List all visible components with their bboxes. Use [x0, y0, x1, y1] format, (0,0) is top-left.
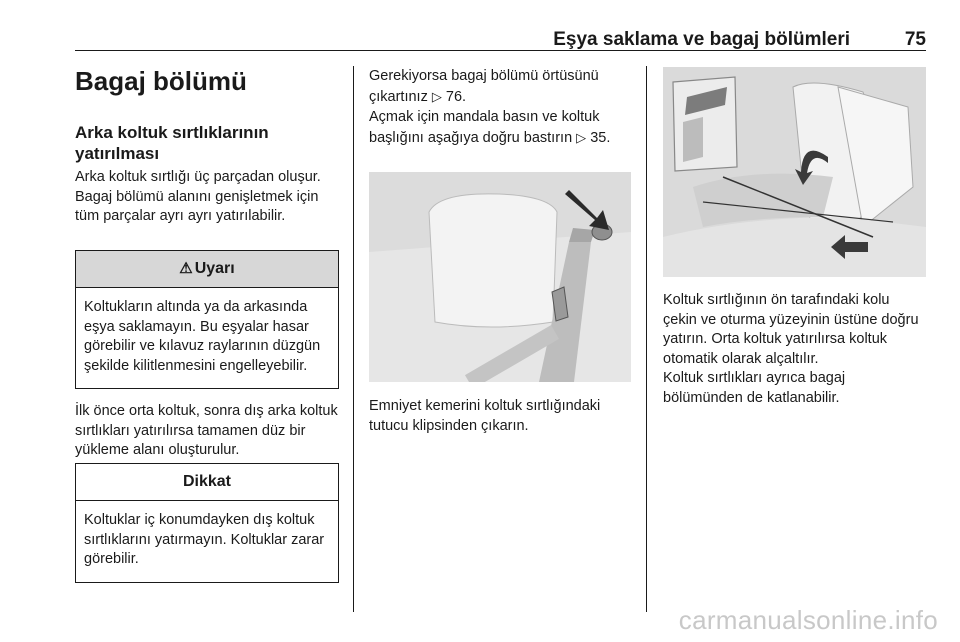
page-reference-icon: ▷	[431, 88, 442, 104]
subsection-title: Arka koltuk sırtlıklarının yatırılması	[75, 123, 269, 163]
seatback-fold-figure	[663, 67, 926, 277]
headrest-belt-figure	[369, 172, 631, 382]
seatback-fold-illustration	[663, 67, 926, 277]
column-divider-left	[353, 66, 354, 612]
watermark: carmanualsonline.info	[678, 605, 938, 635]
page-number: 75	[904, 29, 926, 50]
column-divider-right	[646, 66, 647, 612]
chapter-title: Eşya saklama ve bagaj bölümleri	[553, 29, 850, 50]
intro-paragraph: Arka koltuk sırtlığı üç parçadan oluşur. Bagaj bölümü alanını genişletmek için tüm parçalar ayrı ayrı yatırılabilir.	[75, 169, 321, 224]
lever-paragraph: Koltuk sırtlığının ön tarafındaki kolu çekin ve oturma yüzeyinin üstüne doğru yatırın. Orta koltuk yatırılırsa koltuk otomatik olarak alçaltılır.	[663, 292, 919, 367]
headrest-belt-illustration	[369, 172, 631, 382]
headrest-ref: 35.	[590, 129, 611, 146]
warning-box	[75, 250, 339, 389]
page-reference-icon: ▷	[576, 129, 587, 145]
cover-removal-paragraph	[369, 67, 631, 107]
cover-removal-text: Gerekiyorsa bagaj bölümü örtüsünü çıkartınız	[369, 68, 599, 105]
headrest-paragraph	[369, 108, 631, 148]
section-title: Bagaj bölümü	[75, 66, 247, 96]
trunk-fold-paragraph: Koltuk sırtlıkları ayrıca bagaj bölümünden de katlanabilir.	[663, 370, 846, 406]
warning-label: Uyarı	[194, 260, 235, 277]
cover-removal-ref: 76.	[445, 88, 467, 105]
page-header	[75, 28, 926, 51]
headrest-text: Açmak için mandala basın ve koltuk başlığını aşağıya doğru bastırın	[369, 109, 600, 146]
flat-load-paragraph: İlk önce orta koltuk, sonra dış arka koltuk sırtlıkları yatırılırsa tamamen düz bir yükleme alanı oluşturulur.	[75, 403, 338, 458]
caution-text: Koltuklar iç konumdayken dış koltuk sırtlıklarını yatırmayın. Koltuklar zarar görebilir.	[84, 512, 325, 567]
caution-box-header: Dikkat	[76, 464, 338, 501]
belt-clip-caption: Emniyet kemerini koltuk sırtlığındaki tutucu klipsinden çıkarın.	[369, 398, 601, 434]
warning-triangle-icon: ⚠	[179, 260, 193, 277]
warning-text: Koltukların altında ya da arkasında eşya saklamayın. Bu eşyalar hasar görebilir ve kılavuz raylarının düzgün şekilde kilitlenmesini engelleyebilir.	[84, 299, 321, 374]
warning-box-header	[76, 251, 338, 288]
caution-box	[75, 463, 339, 583]
